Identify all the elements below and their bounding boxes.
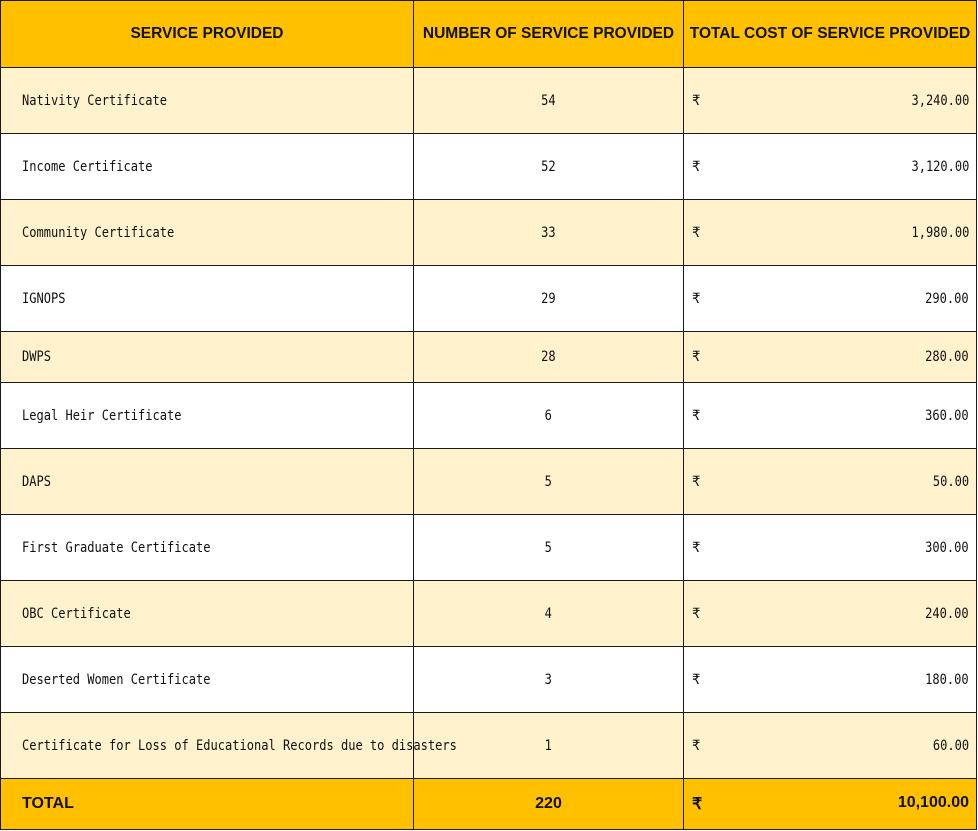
table-row: [1, 647, 977, 713]
service-count: 29: [541, 290, 556, 307]
header-count: NUMBER OF SERVICE PROVIDED: [414, 1, 684, 68]
rupee-symbol: ₹: [692, 671, 701, 688]
service-count: 4: [544, 605, 553, 622]
table-row: [1, 713, 977, 779]
service-name: Nativity Certificate: [22, 92, 167, 109]
header-cost: TOTAL COST OF SERVICE PROVIDED: [684, 1, 977, 68]
service-cost: 3,240.00: [911, 92, 969, 109]
service-name: DWPS: [22, 349, 51, 365]
table-row: [1, 515, 977, 581]
table-row: [1, 383, 977, 449]
service-count: 5: [544, 539, 553, 556]
service-cost: 280.00: [925, 349, 969, 365]
header-service: SERVICE PROVIDED: [1, 1, 414, 68]
service-name: First Graduate Certificate: [22, 539, 211, 556]
service-count: 6: [544, 407, 553, 424]
service-cost: 180.00: [925, 671, 969, 688]
service-name: OBC Certificate: [22, 605, 131, 622]
rupee-symbol: ₹: [692, 224, 701, 241]
service-count: 1: [544, 737, 553, 754]
service-count: 54: [541, 92, 556, 109]
service-cost: 300.00: [925, 539, 969, 556]
rupee-symbol: ₹: [692, 290, 701, 307]
service-name: Community Certificate: [22, 224, 175, 241]
service-cost: 60.00: [932, 737, 969, 754]
service-name: Deserted Women Certificate: [22, 671, 211, 688]
table-row: [1, 68, 977, 134]
service-name: Income Certificate: [22, 158, 153, 175]
total-count: 220: [414, 779, 684, 830]
table-row: [1, 200, 977, 266]
service-name: Legal Heir Certificate: [22, 407, 182, 424]
service-count: 33: [541, 224, 556, 241]
service-name: Certificate for Loss of Educational Records due to disasters: [22, 737, 457, 754]
rupee-symbol: ₹: [692, 605, 701, 622]
service-count: 5: [544, 473, 553, 490]
table-row: [1, 581, 977, 647]
service-name: IGNOPS: [22, 290, 66, 307]
service-cost: 240.00: [925, 605, 969, 622]
total-cost: 10,100.00: [897, 794, 969, 811]
table-row: [1, 332, 977, 383]
service-name: DAPS: [22, 473, 51, 490]
service-cost: 290.00: [925, 290, 969, 307]
table-row: [1, 266, 977, 332]
rupee-symbol: ₹: [692, 92, 701, 109]
rupee-symbol: ₹: [692, 737, 701, 754]
service-cost: 50.00: [932, 473, 969, 490]
rupee-symbol: ₹: [692, 407, 701, 424]
total-label: TOTAL: [1, 779, 414, 830]
service-count: 52: [541, 158, 556, 175]
service-count: 3: [544, 671, 553, 688]
rupee-symbol: ₹: [692, 158, 701, 175]
service-cost: 1,980.00: [911, 224, 969, 241]
rupee-symbol: ₹: [692, 796, 703, 813]
rupee-symbol: ₹: [692, 349, 701, 365]
rupee-symbol: ₹: [692, 539, 701, 556]
total-row: [1, 779, 977, 830]
table-row: [1, 449, 977, 515]
rupee-symbol: ₹: [692, 473, 701, 490]
service-cost: 3,120.00: [911, 158, 969, 175]
table-row: [1, 134, 977, 200]
header-row: [1, 1, 977, 68]
service-cost: 360.00: [925, 407, 969, 424]
service-count: 28: [541, 349, 556, 365]
